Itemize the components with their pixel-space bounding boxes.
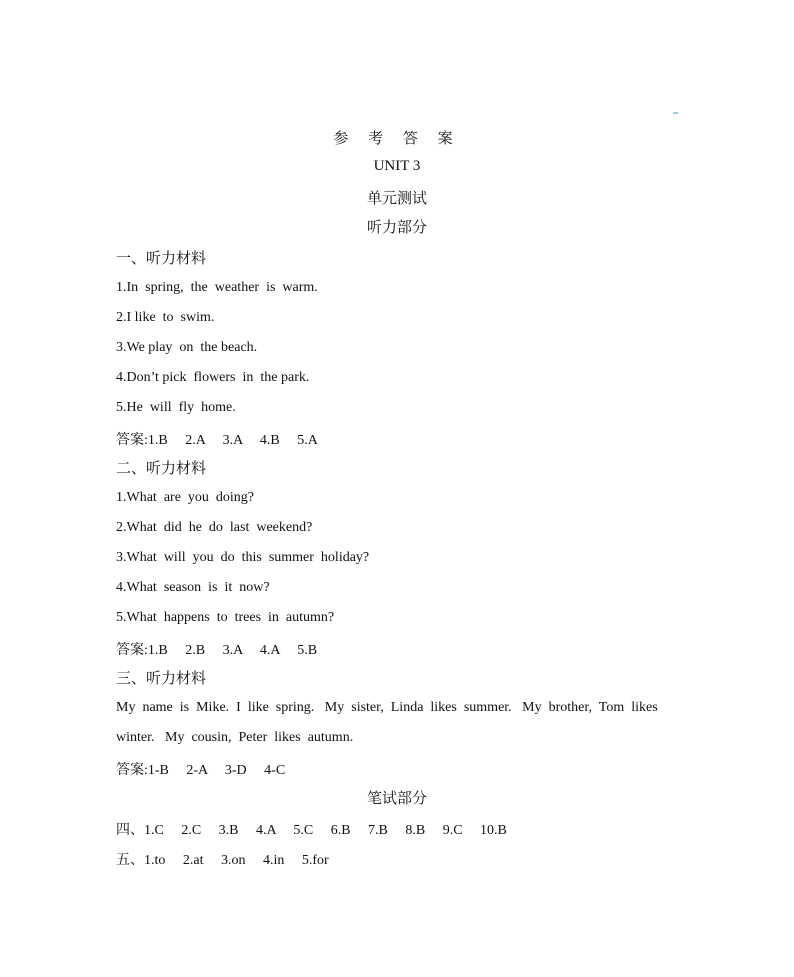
- part1-line: 4.Don’t pick flowers in the park.: [116, 370, 310, 385]
- part1-line: 1.In spring, the weather is warm.: [116, 280, 318, 295]
- part2-heading: 二、听力材料: [116, 461, 207, 477]
- page-title: 参 考 答 案: [333, 131, 461, 147]
- part1-answer: 答案:1.B 2.A 3.A 4.B 5.A: [116, 433, 318, 448]
- part1-line: 3.We play on the beach.: [116, 340, 258, 355]
- test-heading: 单元测试: [366, 191, 427, 207]
- part2-line: 1.What are you doing?: [116, 490, 255, 505]
- part2-line: 3.What will you do this summer holiday?: [116, 550, 370, 565]
- part3-heading: 三、听力材料: [116, 671, 207, 687]
- part2-line: 5.What happens to trees in autumn?: [116, 610, 335, 625]
- part3-line: My name is Mike. I like spring. My sister, Linda likes summer. My brother, Tom likes: [116, 700, 658, 715]
- part5-answers: 五、1.to 2.at 3.on 4.in 5.for: [116, 853, 329, 868]
- written-section-heading: 笔试部分: [366, 791, 427, 807]
- part1-heading: 一、听力材料: [116, 251, 207, 267]
- part2-answer: 答案:1.B 2.B 3.A 4.A 5.B: [116, 643, 318, 658]
- part2-line: 4.What season is it now?: [116, 580, 270, 595]
- part2-line: 2.What did he do last weekend?: [116, 520, 313, 535]
- listening-section-heading: 听力部分: [366, 220, 427, 236]
- part1-line: 2.I like to swim.: [116, 310, 215, 325]
- part1-line: 5.He will fly home.: [116, 400, 236, 415]
- part3-line: winter. My cousin, Peter likes autumn.: [116, 730, 354, 745]
- scan-mark: [673, 112, 678, 114]
- unit-heading: UNIT 3: [373, 158, 421, 174]
- part3-answer: 答案:1-B 2-A 3-D 4-C: [116, 763, 286, 778]
- part4-answers: 四、1.C 2.C 3.B 4.A 5.C 6.B 7.B 8.B 9.C 10.B: [116, 823, 507, 838]
